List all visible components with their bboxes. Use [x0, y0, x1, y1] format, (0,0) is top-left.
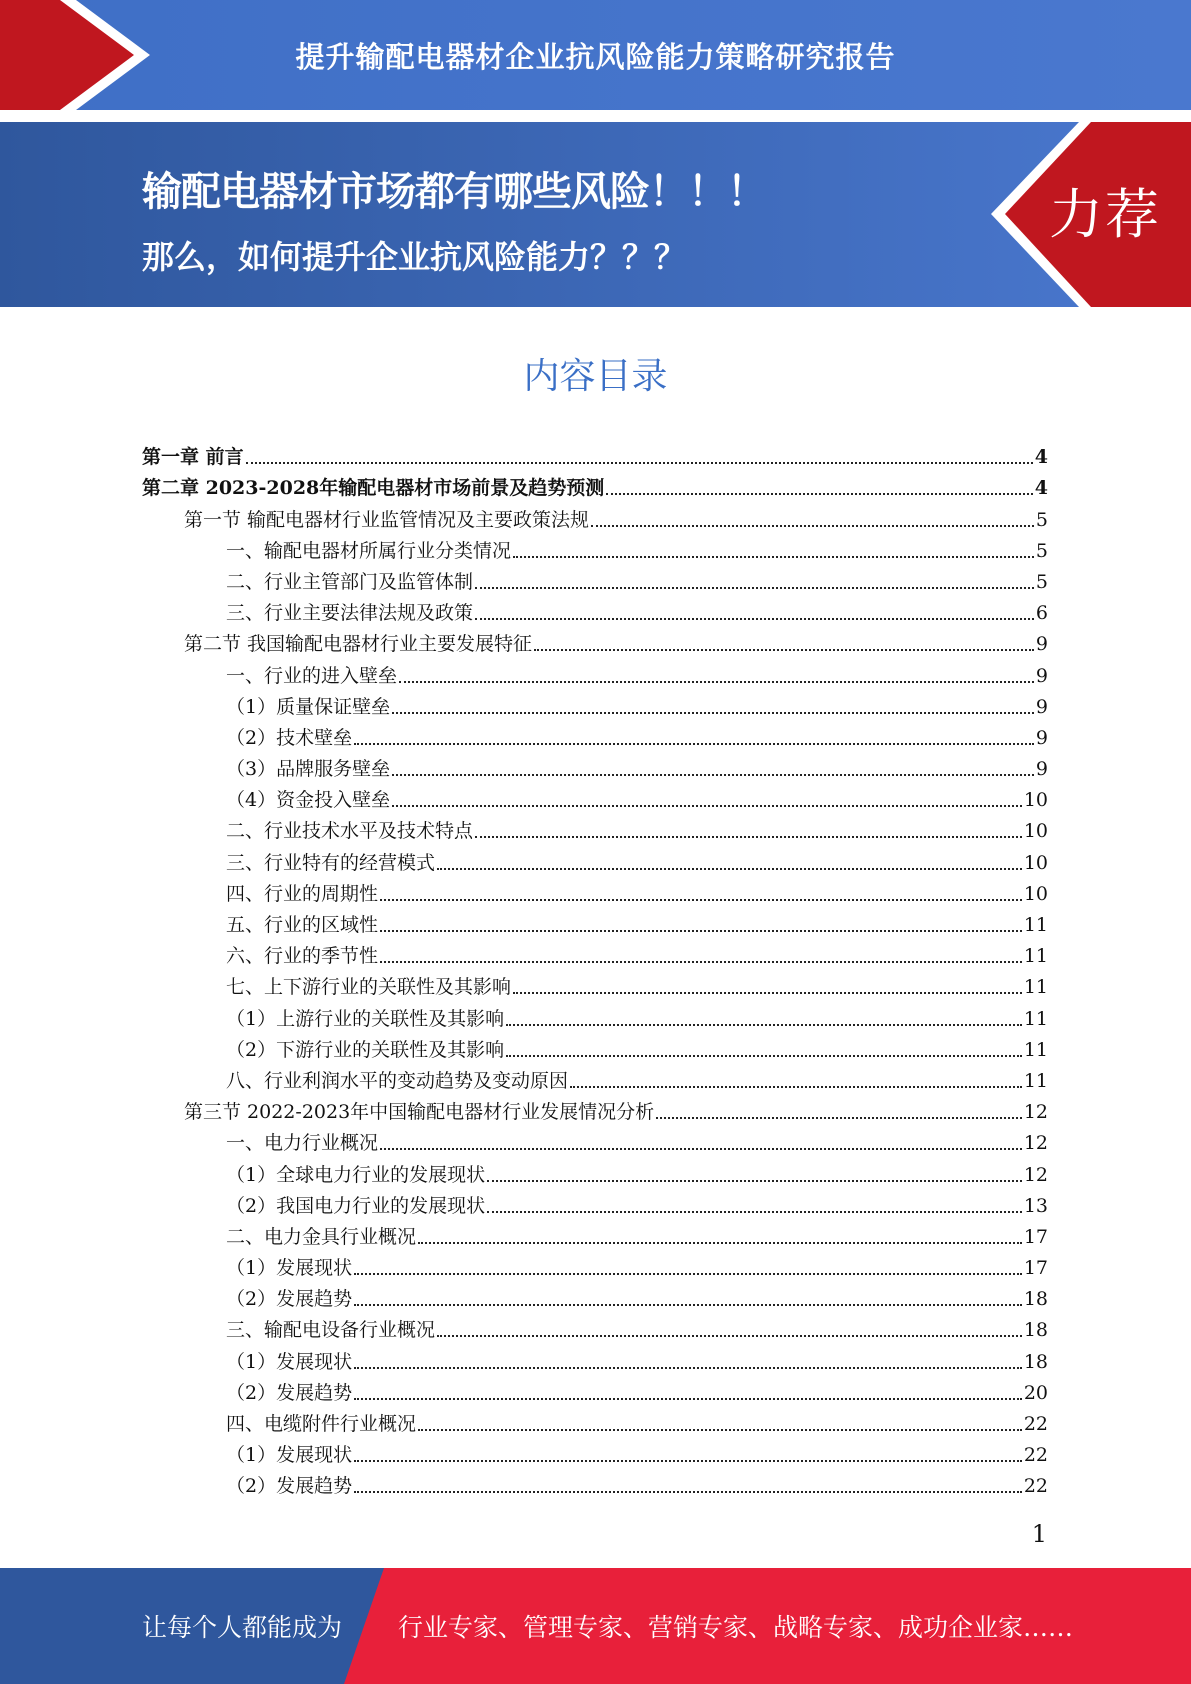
- toc-entry[interactable]: [142, 1436, 1048, 1467]
- toc-dot-leader: [392, 805, 1022, 807]
- toc-entry-page: 10: [1023, 882, 1048, 905]
- toc-entry-page: 11: [1023, 1069, 1048, 1092]
- toc-entry-page: 5: [1035, 508, 1048, 531]
- toc-entry-page: 18: [1023, 1288, 1048, 1311]
- toc-dot-leader: [380, 930, 1022, 932]
- toc-entry-title: 第三节 2022-2023年中国输配电器材行业发展情况分析: [184, 1101, 655, 1124]
- toc-dot-leader: [506, 1024, 1022, 1026]
- toc-dot-leader: [246, 462, 1033, 464]
- toc-entry-title: 五、行业的区域性: [226, 914, 379, 936]
- toc-entry-title: 六、行业的季节性: [226, 945, 379, 968]
- toc-entry[interactable]: [142, 937, 1048, 968]
- toc-entry[interactable]: [142, 1031, 1048, 1062]
- toc-entry-page: 10: [1023, 820, 1048, 843]
- toc-entry-title: 第一章 前言: [142, 446, 244, 469]
- recommend-badge-text: 力荐: [1049, 183, 1161, 246]
- toc-entry[interactable]: [142, 1280, 1048, 1311]
- toc-entry[interactable]: [142, 532, 1048, 563]
- toc-entry-title: （1）上游行业的关联性及其影响: [226, 1007, 505, 1030]
- toc-entry-page: 13: [1023, 1194, 1048, 1217]
- toc-entry-page: 11: [1023, 914, 1048, 936]
- toc-dot-leader: [487, 1180, 1022, 1182]
- toc-entry[interactable]: [142, 781, 1048, 812]
- toc-dot-leader: [380, 961, 1022, 963]
- toc-dot-leader: [475, 587, 1034, 589]
- toc-entry[interactable]: [142, 968, 1048, 999]
- toc-entry-title: （1）质量保证壁垒: [226, 695, 391, 718]
- toc-dot-leader: [392, 712, 1034, 714]
- toc-entry[interactable]: [142, 875, 1048, 906]
- toc-entry-title: （3）品牌服务壁垒: [226, 758, 391, 781]
- toc-entry[interactable]: [142, 1374, 1048, 1405]
- toc-entry[interactable]: [142, 906, 1048, 937]
- toc-entry-page: 5: [1035, 539, 1048, 562]
- toc-entry-title: （2）我国电力行业的发展现状: [226, 1194, 486, 1217]
- table-of-contents: [142, 438, 1048, 1498]
- toc-entry[interactable]: [142, 999, 1048, 1030]
- toc-entry-page: 9: [1035, 695, 1048, 718]
- toc-dot-leader: [591, 525, 1034, 527]
- toc-entry[interactable]: [142, 812, 1048, 843]
- toc-dot-leader: [354, 1273, 1022, 1275]
- toc-dot-leader: [354, 1398, 1022, 1400]
- toc-entry-title: 四、行业的周期性: [226, 882, 379, 905]
- toc-dot-leader: [513, 556, 1034, 558]
- toc-entry-page: 11: [1023, 976, 1048, 999]
- toc-entry[interactable]: [142, 438, 1048, 469]
- toc-dot-leader: [606, 493, 1033, 495]
- toc-dot-leader: [354, 1367, 1022, 1369]
- toc-entry-title: （1）全球电力行业的发展现状: [226, 1163, 486, 1186]
- toc-entry[interactable]: [142, 1124, 1048, 1155]
- toc-entry-title: 二、行业技术水平及技术特点: [226, 820, 474, 843]
- toc-entry-title: 八、行业利润水平的变动趋势及变动原因: [226, 1069, 569, 1092]
- toc-entry-page: 11: [1023, 1007, 1048, 1030]
- footer-slogan-left: 让每个人都能成为: [142, 1613, 343, 1642]
- toc-entry-page: 9: [1035, 726, 1048, 749]
- toc-entry[interactable]: [142, 656, 1048, 687]
- toc-dot-leader: [570, 1086, 1022, 1088]
- toc-entry[interactable]: [142, 1187, 1048, 1218]
- toc-entry-title: （2）下游行业的关联性及其影响: [226, 1038, 505, 1061]
- toc-entry[interactable]: [142, 843, 1048, 874]
- toc-dot-leader: [354, 743, 1034, 745]
- toc-entry-page: 18: [1023, 1319, 1048, 1342]
- toc-entry-title: 一、行业的进入壁垒: [226, 664, 398, 687]
- top-banner: [0, 0, 1191, 110]
- toc-entry-page: 9: [1035, 758, 1048, 781]
- toc-dot-leader: [656, 1117, 1022, 1119]
- toc-entry[interactable]: [142, 500, 1048, 531]
- toc-entry[interactable]: [142, 719, 1048, 750]
- toc-entry-page: 9: [1035, 664, 1048, 687]
- toc-entry-page: 12: [1023, 1101, 1048, 1124]
- toc-entry-title: 第二节 我国输配电器材行业主要发展特征: [184, 633, 533, 656]
- toc-entry-title: 三、行业特有的经营模式: [226, 851, 436, 874]
- toc-entry-title: （1）发展现状: [226, 1350, 353, 1373]
- toc-entry-page: 11: [1023, 1038, 1048, 1061]
- toc-entry[interactable]: [142, 1467, 1048, 1498]
- toc-entry-title: （4）资金投入壁垒: [226, 789, 391, 812]
- toc-entry-page: 22: [1023, 1475, 1048, 1498]
- toc-entry-page: 10: [1023, 789, 1048, 812]
- toc-dot-leader: [380, 899, 1022, 901]
- toc-dot-leader: [487, 1211, 1022, 1213]
- toc-dot-leader: [475, 618, 1034, 620]
- toc-dot-leader: [354, 1304, 1022, 1306]
- toc-dot-leader: [354, 1491, 1022, 1493]
- toc-entry-title: 一、电力行业概况: [226, 1132, 379, 1155]
- toc-entry-page: 10: [1023, 851, 1048, 874]
- toc-entry-page: 17: [1023, 1225, 1048, 1248]
- toc-entry[interactable]: [142, 1062, 1048, 1093]
- toc-entry[interactable]: [142, 1311, 1048, 1342]
- toc-dot-leader: [380, 1148, 1022, 1150]
- toc-entry-page: 17: [1023, 1257, 1048, 1280]
- hero-headline: 输配电器材市场都有哪些风险！！！: [142, 169, 766, 215]
- toc-dot-leader: [418, 1429, 1022, 1431]
- toc-heading: 内容目录: [523, 356, 668, 397]
- toc-entry-title: 第一节 输配电器材行业监管情况及主要政策法规: [184, 508, 590, 531]
- toc-dot-leader: [418, 1242, 1022, 1244]
- toc-entry-page: 18: [1023, 1350, 1048, 1373]
- toc-dot-leader: [392, 774, 1034, 776]
- toc-entry[interactable]: [142, 625, 1048, 656]
- toc-entry[interactable]: [142, 594, 1048, 625]
- toc-entry-title: 七、上下游行业的关联性及其影响: [226, 976, 512, 999]
- toc-entry[interactable]: [142, 1405, 1048, 1436]
- toc-entry-title: 第二章 2023-2028年输配电器材市场前景及趋势预测: [142, 477, 605, 500]
- toc-dot-leader: [513, 992, 1022, 994]
- toc-entry-title: 三、输配电设备行业概况: [226, 1319, 436, 1342]
- banner-divider: [0, 110, 1191, 122]
- report-title: 提升输配电器材企业抗风险能力策略研究报告: [295, 39, 896, 74]
- toc-entry-page: 20: [1023, 1381, 1048, 1404]
- toc-entry-title: 四、电缆附件行业概况: [226, 1413, 417, 1435]
- toc-dot-leader: [506, 1055, 1022, 1057]
- toc-entry[interactable]: [142, 1249, 1048, 1280]
- toc-dot-leader: [475, 836, 1022, 838]
- toc-entry-page: 9: [1035, 633, 1048, 656]
- toc-entry-page: 4: [1034, 477, 1048, 500]
- toc-entry-page: 11: [1023, 945, 1048, 968]
- toc-dot-leader: [354, 1460, 1022, 1462]
- toc-entry-title: 三、行业主要法律法规及政策: [226, 602, 474, 625]
- toc-entry-page: 5: [1035, 570, 1048, 593]
- footer-band: [0, 1568, 1191, 1684]
- toc-entry-title: （1）发展现状: [226, 1444, 353, 1467]
- toc-entry-title: （2）发展趋势: [226, 1381, 353, 1404]
- toc-entry-title: 一、输配电器材所属行业分类情况: [226, 539, 512, 562]
- toc-entry-page: 6: [1035, 602, 1048, 625]
- toc-dot-leader: [437, 1335, 1022, 1337]
- toc-entry[interactable]: [142, 563, 1048, 594]
- toc-entry[interactable]: [142, 688, 1048, 719]
- hero-band: [0, 122, 1191, 307]
- toc-entry[interactable]: [142, 1155, 1048, 1186]
- toc-entry-page: 22: [1023, 1413, 1048, 1435]
- toc-dot-leader: [399, 681, 1034, 683]
- toc-entry-title: （2）技术壁垒: [226, 726, 353, 749]
- toc-entry-page: 4: [1034, 446, 1048, 469]
- red-chevron-decoration: [0, 0, 160, 110]
- footer-slogan-right: 行业专家、管理专家、营销专家、战略专家、成功企业家……: [398, 1613, 1074, 1642]
- toc-entry-title: 二、行业主管部门及监管体制: [226, 570, 474, 593]
- toc-entry[interactable]: [142, 1093, 1048, 1124]
- toc-entry-page: 12: [1023, 1163, 1048, 1186]
- hero-subheadline: 那么，如何提升企业抗风险能力？？？: [142, 238, 687, 276]
- page-number: 1: [1031, 1520, 1047, 1548]
- toc-entry[interactable]: [142, 750, 1048, 781]
- toc-entry-title: 二、电力金具行业概况: [226, 1225, 417, 1248]
- toc-entry-page: 12: [1023, 1132, 1048, 1155]
- toc-entry-title: （2）发展趋势: [226, 1475, 353, 1498]
- toc-dot-leader: [437, 868, 1022, 870]
- toc-entry[interactable]: [142, 1218, 1048, 1249]
- toc-entry[interactable]: [142, 1342, 1048, 1373]
- toc-dot-leader: [534, 649, 1034, 651]
- toc-entry-page: 22: [1023, 1444, 1048, 1467]
- toc-entry[interactable]: [142, 469, 1048, 500]
- toc-entry-title: （1）发展现状: [226, 1257, 353, 1280]
- toc-entry-title: （2）发展趋势: [226, 1288, 353, 1311]
